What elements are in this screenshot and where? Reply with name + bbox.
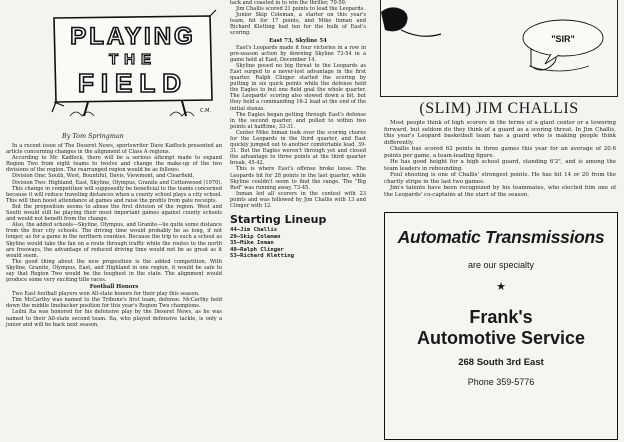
feature-headline: (SLIM) JIM CHALLIS xyxy=(419,100,579,117)
star-icon: ★ xyxy=(496,280,506,293)
paragraph: Skyline posed no big threat to the Leopards as East surged to a never-lost advantage in the first quarter. Ralph Clinger started the scoring by putting in six quick points while the defense held the Eagles to but one field goal the whole quarter. The Leopards' scoring also slowed down a bit, but they held a commanding 16-2 lead at the end of the initial stanza. xyxy=(230,62,366,112)
playing-the-field-logo xyxy=(50,8,220,118)
ad-title: Automatic Transmissions xyxy=(397,227,605,247)
lineup-item: 35—Mike Inman xyxy=(230,240,274,247)
paragraph: The Eagles began getting through East's defense in the second quarter, and pulled to within two points at halftime, 33-31. xyxy=(230,111,366,130)
paragraph: East's Leopards made it four victories in a row in pre-season action by downing Skyline 73-54 in a game held at East, December 14. xyxy=(230,44,366,63)
starting-lineup xyxy=(230,227,366,260)
paragraph: Center Mike Inman took over the scoring chores for the Leopards in the third quarter, and East quickly jumped out to another comfortable lead, 39-31. But the Eagles weren't through yet and closed the advantage to three points at the third quarter break, 45-42. xyxy=(230,129,366,167)
logo-line-field: FIELD xyxy=(77,68,189,98)
paragraph: Junior Skip Coleman, a starter on this year's team, hit for 17 points, and Mike Inman and Richard Kletting had ten for the bulk of East's scoring. xyxy=(230,12,366,37)
paragraph: Inman led all scorers in the contest with 23 points and was followed by Jim Challis with 13 and Clinger with 12. xyxy=(230,190,366,209)
paragraph: He has good height for a high school guard, standing 6'2", and is among the team leaders in rebounding. xyxy=(384,159,616,172)
paragraph: Foul shooting is one of Challis' strongest points. He has hit 14 or 20 from the charity stripe in the last two games. xyxy=(384,172,616,185)
column-one-article xyxy=(6,143,222,328)
cartoon-drawing xyxy=(381,0,617,96)
logo-line-the: THE xyxy=(109,51,157,68)
paragraph: Also, the added schools—Skyline, Olympus, and Granite—lie quite some distance from the four city schools. The driving time would probably be as long, if not longer, as for a game in the northern counties. Because the trip to such a school as Skyline would take the fan on a route through traffic while the routes to the north are freeways, the advantage of reduced driving time would not be as great as it would seem. xyxy=(6,222,222,259)
ad-address: 268 South 3rd East xyxy=(458,357,544,368)
paragraph: Most people think of high scorers in the terms of a giant center or a towering forward, but seldom do they think of a guard as a scoring threat. In Jim Challis, this year's Leopard basketball team has a guard who is making people think differently. xyxy=(384,120,616,146)
ad-business-line1: Frank's xyxy=(469,307,533,327)
game-heading: East 73, Skyline 54 xyxy=(269,37,327,44)
ad-specialty: are our specialty xyxy=(467,260,535,270)
cartoon-panel xyxy=(380,0,618,97)
logo-artist-initials: C.M. xyxy=(200,108,211,114)
cartoon-caption: "SIR" xyxy=(551,34,575,44)
lineup-item: 40—Ralph Clinger xyxy=(230,246,284,253)
paragraph: Two East football players won All-state honors for their play this season. xyxy=(12,291,200,298)
paragraph: This change in competition will supposedly be beneficial to the teams concerned because it will reduce traveling distances when a county school plays a city school. This will then boost attendance at games and raise the profits from gate receipts. xyxy=(6,185,222,204)
feature-article xyxy=(384,120,616,198)
column-two-article xyxy=(230,0,366,260)
paragraph: Tim McCarthy was named to the Tribune's first team, defense. McCarthy held down the middle linebacker position for this year's Region Two champions. xyxy=(6,297,222,310)
paragraph: Division One: South, West, Bountiful, Davis, Viewmont, and Clearfield. xyxy=(12,173,195,180)
paragraph: In a recent issue of The Deseret News, sportswriter Dave Kadlock presented an article concerning changes in the alignment of Class A regions. xyxy=(6,143,222,156)
paragraph: The good thing about the new proposition is the added competition. With Skyline, Granite, Olympus, East, and Highland in one region, it would be safe to say that Region Two would be the toughest in the state. The alignment would produce some very exciting title races. xyxy=(6,258,222,284)
paragraph: But the proposition seems to abuse the first division of the region. West and South would still be playing their most important games against county schools and would not benefit from the change. xyxy=(6,203,222,223)
ad-business-name xyxy=(385,307,617,349)
paragraph: tack and coasted in to win the thriller, 70-59. xyxy=(230,0,347,6)
byline: By Tom Springman xyxy=(62,132,124,140)
paragraph: According to Mr. Kadlock, there will be a serious attempt made to expand Region Two from eight teams to twelve and change the make-up of the two divisions of the region. The rearranged region would be as follows: xyxy=(6,155,222,174)
starting-lineup-heading: Starting Lineup xyxy=(230,213,327,227)
paragraph: Jim Challis scored 21 points to lead the Leopards. xyxy=(236,6,365,13)
ad-business-line2: Automotive Service xyxy=(416,328,586,348)
paragraph: Challis has scored 62 points in three games this year for an average of 20.6 points per game, a team-leading figure. xyxy=(384,146,616,159)
football-honors-heading: Football Honors xyxy=(89,284,139,291)
paragraph: Jim's talents have been recognized by his teammates, who elected him one of the Leopards' co-captains at the start of the season. xyxy=(384,185,616,198)
lineup-item: 53—Richard Kletting xyxy=(230,253,294,260)
advertisement xyxy=(384,212,618,440)
paragraph: This is where East's offense broke loose. The Leopards hit for 28 points in the last quarter, while Skyline couldn't seem to find the range. The "Big Red" was running away, 73-45. xyxy=(230,166,366,191)
ad-phone: Phone 359-5776 xyxy=(467,377,535,387)
lineup-item: 44—Jim Challis xyxy=(230,227,278,234)
paragraph: Division Two: Highland, East, Skyline, Olympus, Granite and Cottonwood (1970). xyxy=(12,179,222,186)
lineup-item: 20—Skip Coleman xyxy=(230,233,281,240)
logo-line-playing: PLAYING xyxy=(70,23,196,50)
paragraph: Leilni Ita was honored for his defensive play by the Deseret News, as he was named to their All-state second team. Ita, who played defensive tackle, is only a junior and will be back next season. xyxy=(6,309,222,328)
